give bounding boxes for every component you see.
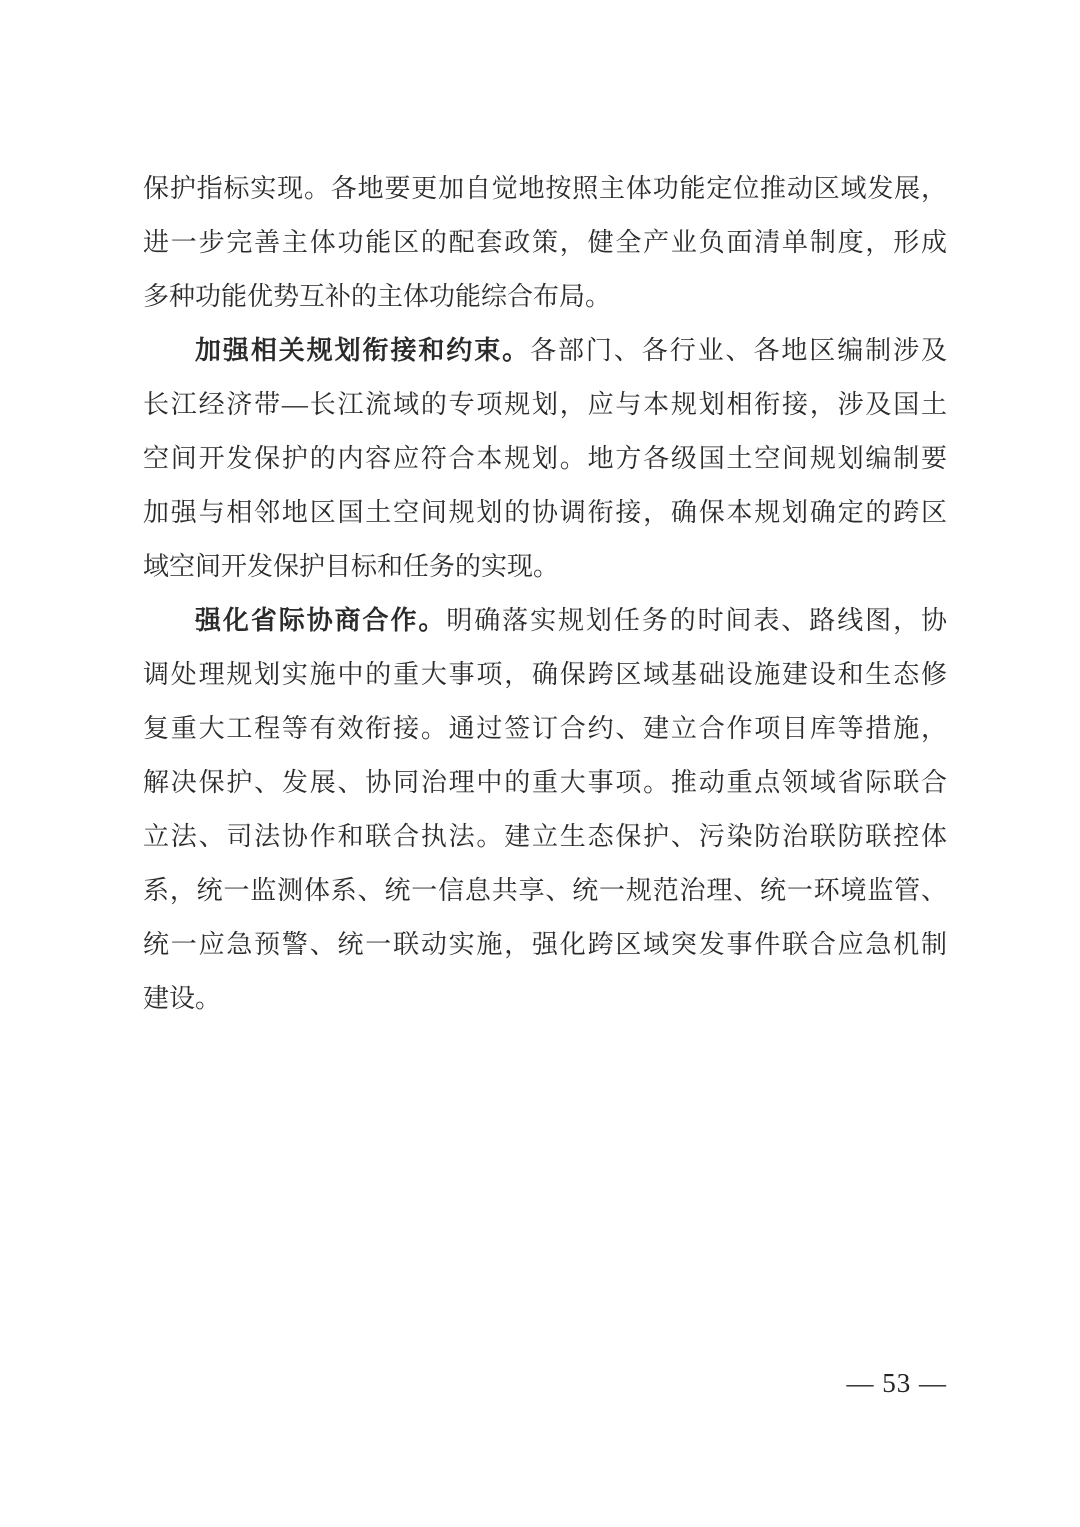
text-line: 统一应急预警、统一联动实施，强化跨区域突发事件联合应急机制: [143, 930, 947, 959]
page-number: — 53 —: [846, 1368, 947, 1398]
text-line: 多种功能优势互补的主体功能综合布局。: [143, 282, 612, 311]
footer: [847, 1356, 948, 1410]
text-line: 进一步完善主体功能区的配套政策，健全产业负面清单制度，形成: [143, 228, 947, 257]
text-line: 保护指标实现。各地要更加自觉地按照主体功能定位推动区域发展，: [143, 174, 947, 203]
text-line: 系，统一监测体系、统一信息共享、统一规范治理、统一环境监管、: [143, 876, 947, 905]
paragraph-lead: 加强相关规划衔接和约束。: [195, 336, 531, 365]
text-line: 加强与相邻地区国土空间规划的协调衔接，确保本规划确定的跨区: [143, 498, 947, 527]
text-line: 空间开发保护的内容应符合本规划。地方各级国土空间规划编制要: [143, 444, 947, 473]
text-line: 强化省际协商合作。明确落实规划任务的时间表、路线图，协: [195, 606, 947, 635]
text-line: 复重大工程等有效衔接。通过签订合约、建立合作项目库等措施，: [143, 714, 947, 743]
text-line: 建设。: [143, 984, 222, 1013]
paragraph-lead: 强化省际协商合作。: [195, 606, 447, 635]
text-line: 长江经济带—长江流域的专项规划，应与本规划相衔接，涉及国土: [143, 390, 947, 419]
text-line: 解决保护、发展、协同治理中的重大事项。推动重点领域省际联合: [143, 768, 947, 797]
body-text: [143, 162, 947, 1026]
text-line: 域空间开发保护目标和任务的实现。: [143, 552, 560, 581]
text-line: 立法、司法协作和联合执法。建立生态保护、污染防治联防联控体: [143, 822, 947, 851]
text-line: 加强相关规划衔接和约束。各部门、各行业、各地区编制涉及: [195, 336, 947, 365]
text-line: 调处理规划实施中的重大事项，确保跨区域基础设施建设和生态修: [143, 660, 947, 689]
